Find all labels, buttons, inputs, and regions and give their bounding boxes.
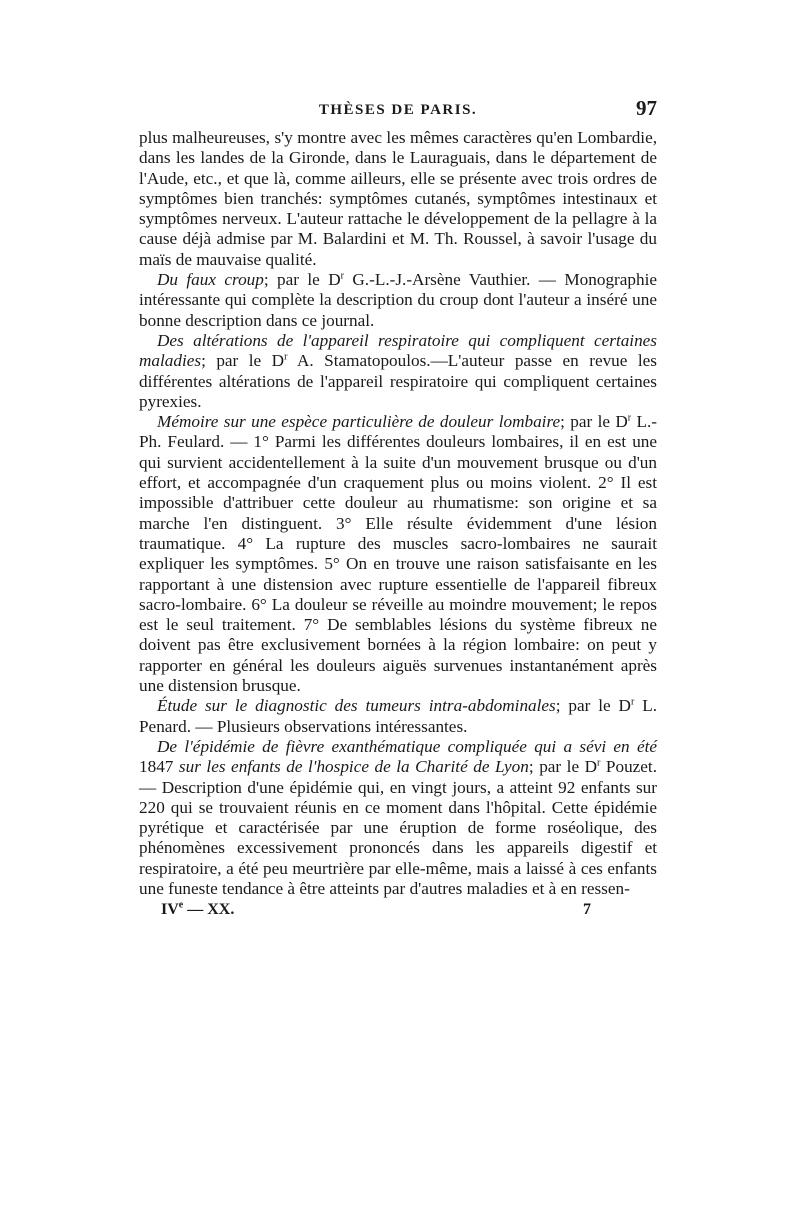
- entry-title: Des altérations de l'appareil respiratoire qui compliquent certaines maladies: [139, 330, 657, 371]
- body-text: [139, 128, 657, 899]
- entry-author-sup: r: [630, 696, 635, 708]
- entry-author-sup: r: [284, 351, 288, 363]
- printer-signature: [161, 901, 234, 919]
- entry-author-prefix: ; par le D: [201, 351, 285, 371]
- paragraph-pellagre: [139, 128, 657, 270]
- entry-author-name: L. Penard.: [139, 696, 657, 736]
- sheet-number: 7: [583, 901, 591, 919]
- entry-author-name: Pouzet.: [600, 757, 658, 777]
- entry-summary: — Monographie intéressante qui complète la description du croup dont l'auteur a inséré une bonne description dans ce journal.: [139, 270, 658, 330]
- entry-author-sup: r: [340, 270, 344, 282]
- entry-title: Mémoire sur une espèce particulière de douleur lombaire: [157, 412, 561, 432]
- entry-faux-croup: [139, 270, 657, 331]
- entry-title-year: 1847: [139, 757, 174, 777]
- entry-author-prefix: ; par le D: [560, 412, 628, 432]
- page-footer: [139, 901, 657, 925]
- entry-author-sup: r: [597, 757, 601, 769]
- entry-douleur-lombaire: [139, 412, 657, 696]
- page-header: [139, 96, 657, 124]
- entry-alterations-respiratoires: [139, 331, 657, 412]
- page-number: 97: [636, 96, 657, 120]
- entry-author-prefix: ; par le D: [555, 696, 631, 716]
- entry-author-name: A. Stamatopoulos.: [287, 351, 431, 371]
- entry-author-name: G.-L.-J.-Arsène Vauthier.: [343, 270, 531, 290]
- entry-title-continued: sur les enfants de l'hospice de la Charité de Lyon: [173, 757, 529, 777]
- entry-epidemie-lyon: [139, 737, 657, 899]
- entry-summary: — Description d'une épidémie qui, en vingt jours, a atteint 92 enfants sur 220 qui se trouvaient réunis en ce moment dans l'hôpital. Cette épidémie pyrétique et caractérisée par une éruption de forme roséolique, des phénomènes excessivement prononcés dans les appareils digestif et respiratoire, a été peu meurtrière par elle-même, mais a laissé à ces enfants une funeste tendance à être atteints par d'autres maladies et à en ressen-: [139, 777, 657, 898]
- entry-author-prefix: ; par le D: [263, 270, 341, 290]
- entry-author-prefix: ; par le D: [528, 757, 598, 777]
- book-page: [139, 96, 657, 925]
- entry-summary: —L'auteur passe en revue les différentes altérations de l'appareil respiratoire qui compliquent certaines pyrexies.: [139, 351, 657, 411]
- entry-tumeurs-abdominales: [139, 696, 657, 737]
- entry-author-name: L.-Ph. Feulard.: [139, 412, 657, 452]
- entry-summary: — Plusieurs observations intéressantes.: [191, 716, 468, 736]
- entry-title: Du faux croup: [157, 270, 264, 290]
- paragraph-text: plus malheureuses, s'y montre avec les mêmes caractères qu'en Lombardie, dans les landes de la Gironde, dans le Lauraguais, dans le département de l'Aude, etc., et que là, comme ailleurs, elle se présente avec trois ordres de symptômes bien tranchés: symptômes cutanés, symptômes intestinaux et symptômes nerveux. L'auteur rattache le développement de la pellagre à la cause déjà admise par M. Balardini et M. Th. Roussel, à savoir l'usage du maïs de mauvaise qualité.: [139, 128, 657, 269]
- entry-summary: — 1° Parmi les différentes douleurs lombaires, il en est une qui survient accidentellement à la suite d'un mouvement brusque ou d'un effort, et accompagnée d'un craquement plus ou moins violent. 2° Il est impossible d'attribuer cette douleur au rhumatisme: son origine et sa marche l'en distinguent. 3° Elle résulte évidemment d'une lésion traumatique. 4° La rupture des muscles sacro-lombaires ne saurait expliquer les symptômes. 5° On en trouve une raison satisfaisante en les rapportant à une distension avec rupture essentielle de l'appareil fibreux sacro-lombaire. 6° La douleur se réveille au moindre mouvement; le repos est le seul traitement. 7° De semblables lésions du système fibreux ne doivent pas être exclusivement bornées à la région lombaire: on peut y rapporter en général les douleurs aiguës survenues instantanément après une distension brusque.: [139, 432, 658, 696]
- entry-author-sup: r: [627, 412, 632, 424]
- entry-title: De l'épidémie de fièvre exanthématique compliquée qui a sévi en été: [157, 736, 657, 756]
- entry-title: Étude sur le diagnostic des tumeurs intra-abdominales: [157, 696, 556, 716]
- signature-volume: IV: [161, 901, 179, 919]
- signature-series: — XX.: [183, 901, 235, 919]
- signature-sup: e: [178, 899, 184, 911]
- running-title: THÈSES DE PARIS.: [318, 102, 478, 118]
